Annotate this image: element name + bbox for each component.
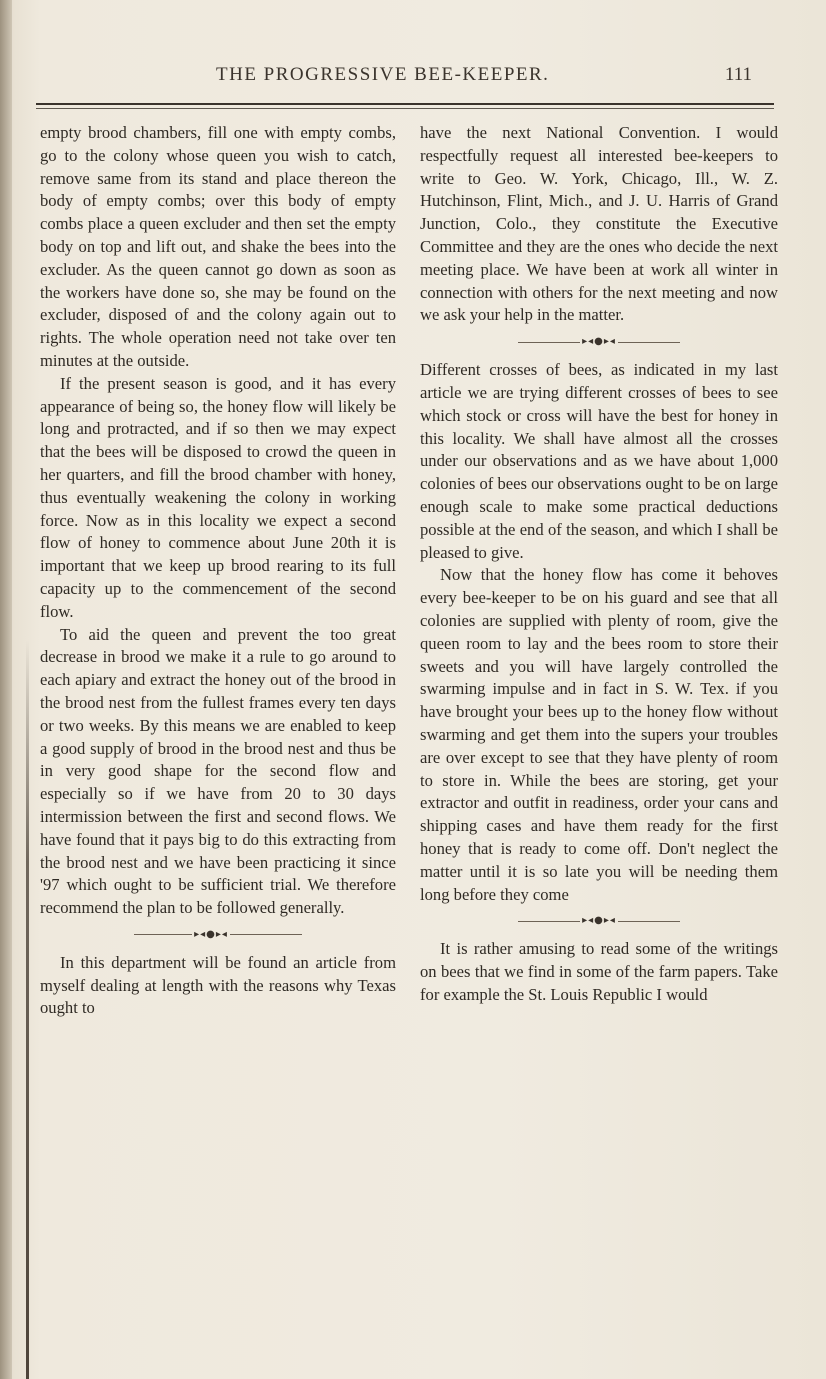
divider-line-right [618,921,680,922]
left-paragraph-1: empty brood chambers, fill one with empty combs, go to the colony whose queen you wish to catch, remove same from its stand and place thereon the body of empty combs; over this body of empty combs place a queen excluder and then set the empty body on top and lift out, and shake the bees into the excluder. As the queen cannot go down as soon as the workers have done so, she may be found on the excluder, disposed of and the colony again out to rights. The whole operation need not take over ten minutes at the outside. [40,123,396,370]
header-rule-thick [36,103,774,105]
section-divider [40,924,396,946]
left-paragraph-4: In this department will be found an article from myself dealing at length with the reasons why Texas ought to [40,952,396,1018]
divider-ornament-icon: ▸◂●▸◂ [194,928,228,940]
divider-ornament-icon: ▸◂●▸◂ [582,335,616,347]
right-paragraph-1: have the next National Convention. I would respectfully request all interested bee-keepers to write to Geo. W. York, Chicago, Ill., W. Z. Hutchinson, Flint, Mich., and J. U. Harris of Grand Junction, Colo., they constitute the Executive Committee and they are the ones who decide the next meeting place. We have been at work all winter in connection with others for the next meeting and now we ask your help in the matter. [420,123,778,325]
spine-binding-edge [26,640,29,1379]
divider-line-left [518,342,580,343]
left-paragraph-2: If the present season is good, and it has every appearance of being so, the honey flow will likely be long and protracted, and if so then we may expect that the bees will be disposed to crowd the queen in her quarters, and fill the brood chamber with honey, thus eventually weakening the colony in working force. Now as in this locality we expect a second flow of honey to commence about June 20th it is important that we keep up brood rearing to its full capacity up to the commencement of the second flow. [40,373,396,621]
right-column [420,122,778,1007]
divider-line-right [618,342,680,343]
divider-ornament-icon: ▸◂●▸◂ [582,914,616,926]
section-divider [420,331,778,353]
running-header [30,64,780,92]
divider-line-right [230,934,302,935]
divider-line-left [134,934,192,935]
section-divider [420,910,778,932]
right-paragraph-2: Different crosses of bees, as indicated in my last article we are trying different crosses of bees to see which stock or cross will have the best for honey in this locality. We shall have almost all the crosses under our observations and as we have about 1,000 colonies of bees our observations ought to be on large enough scale to make some practical deductions possible at the end of the season, and which I shall be pleased to give. [420,360,778,562]
left-column [40,122,396,1020]
left-paragraph-3: To aid the queen and prevent the too great decrease in brood we make it a rule to go around to each apiary and extract the honey out of the brood in the brood nest from the fullest frames every ten days or two weeks. By this means we are enabled to keep a good supply of brood in the brood nest and thus be in very good shape for the second flow and especially so if we have from 20 to 30 days intermission between the first and second flows. We have found that it pays big to do this extracting from the brood nest and we have been practicing it since '97 which ought to be sufficient trial. We therefore recommend the plan to be followed generally. [40,624,396,918]
page-number: 111 [724,64,752,85]
divider-line-left [518,921,580,922]
right-paragraph-3: Now that the honey flow has come it behoves every bee-keeper to be on his guard and see that all colonies are supplied with plenty of room, give the queen room to lay and the bees room to store their sweets and you will have largely controlled the swarming impulse and in fact in S. W. Tex. if you have brought your bees up to the honey flow without swarming and get them into the supers your troubles are over except to see that they have plenty of room to store in. While the bees are storing, get your extractor and outfit in readiness, order your cans and shipping cases and have them ready for the first honey that is ready to come off. Don't neglect the matter until it is so late you will be needing them long before they come [420,565,778,904]
running-title: THE PROGRESSIVE BEE-KEEPER. [216,64,550,85]
spine-shadow [0,0,12,1379]
header-rule-thin [36,108,774,109]
right-paragraph-4: It is rather amusing to read some of the writings on bees that we find in some of the farm papers. Take for example the St. Louis Republic I would [420,939,778,1004]
